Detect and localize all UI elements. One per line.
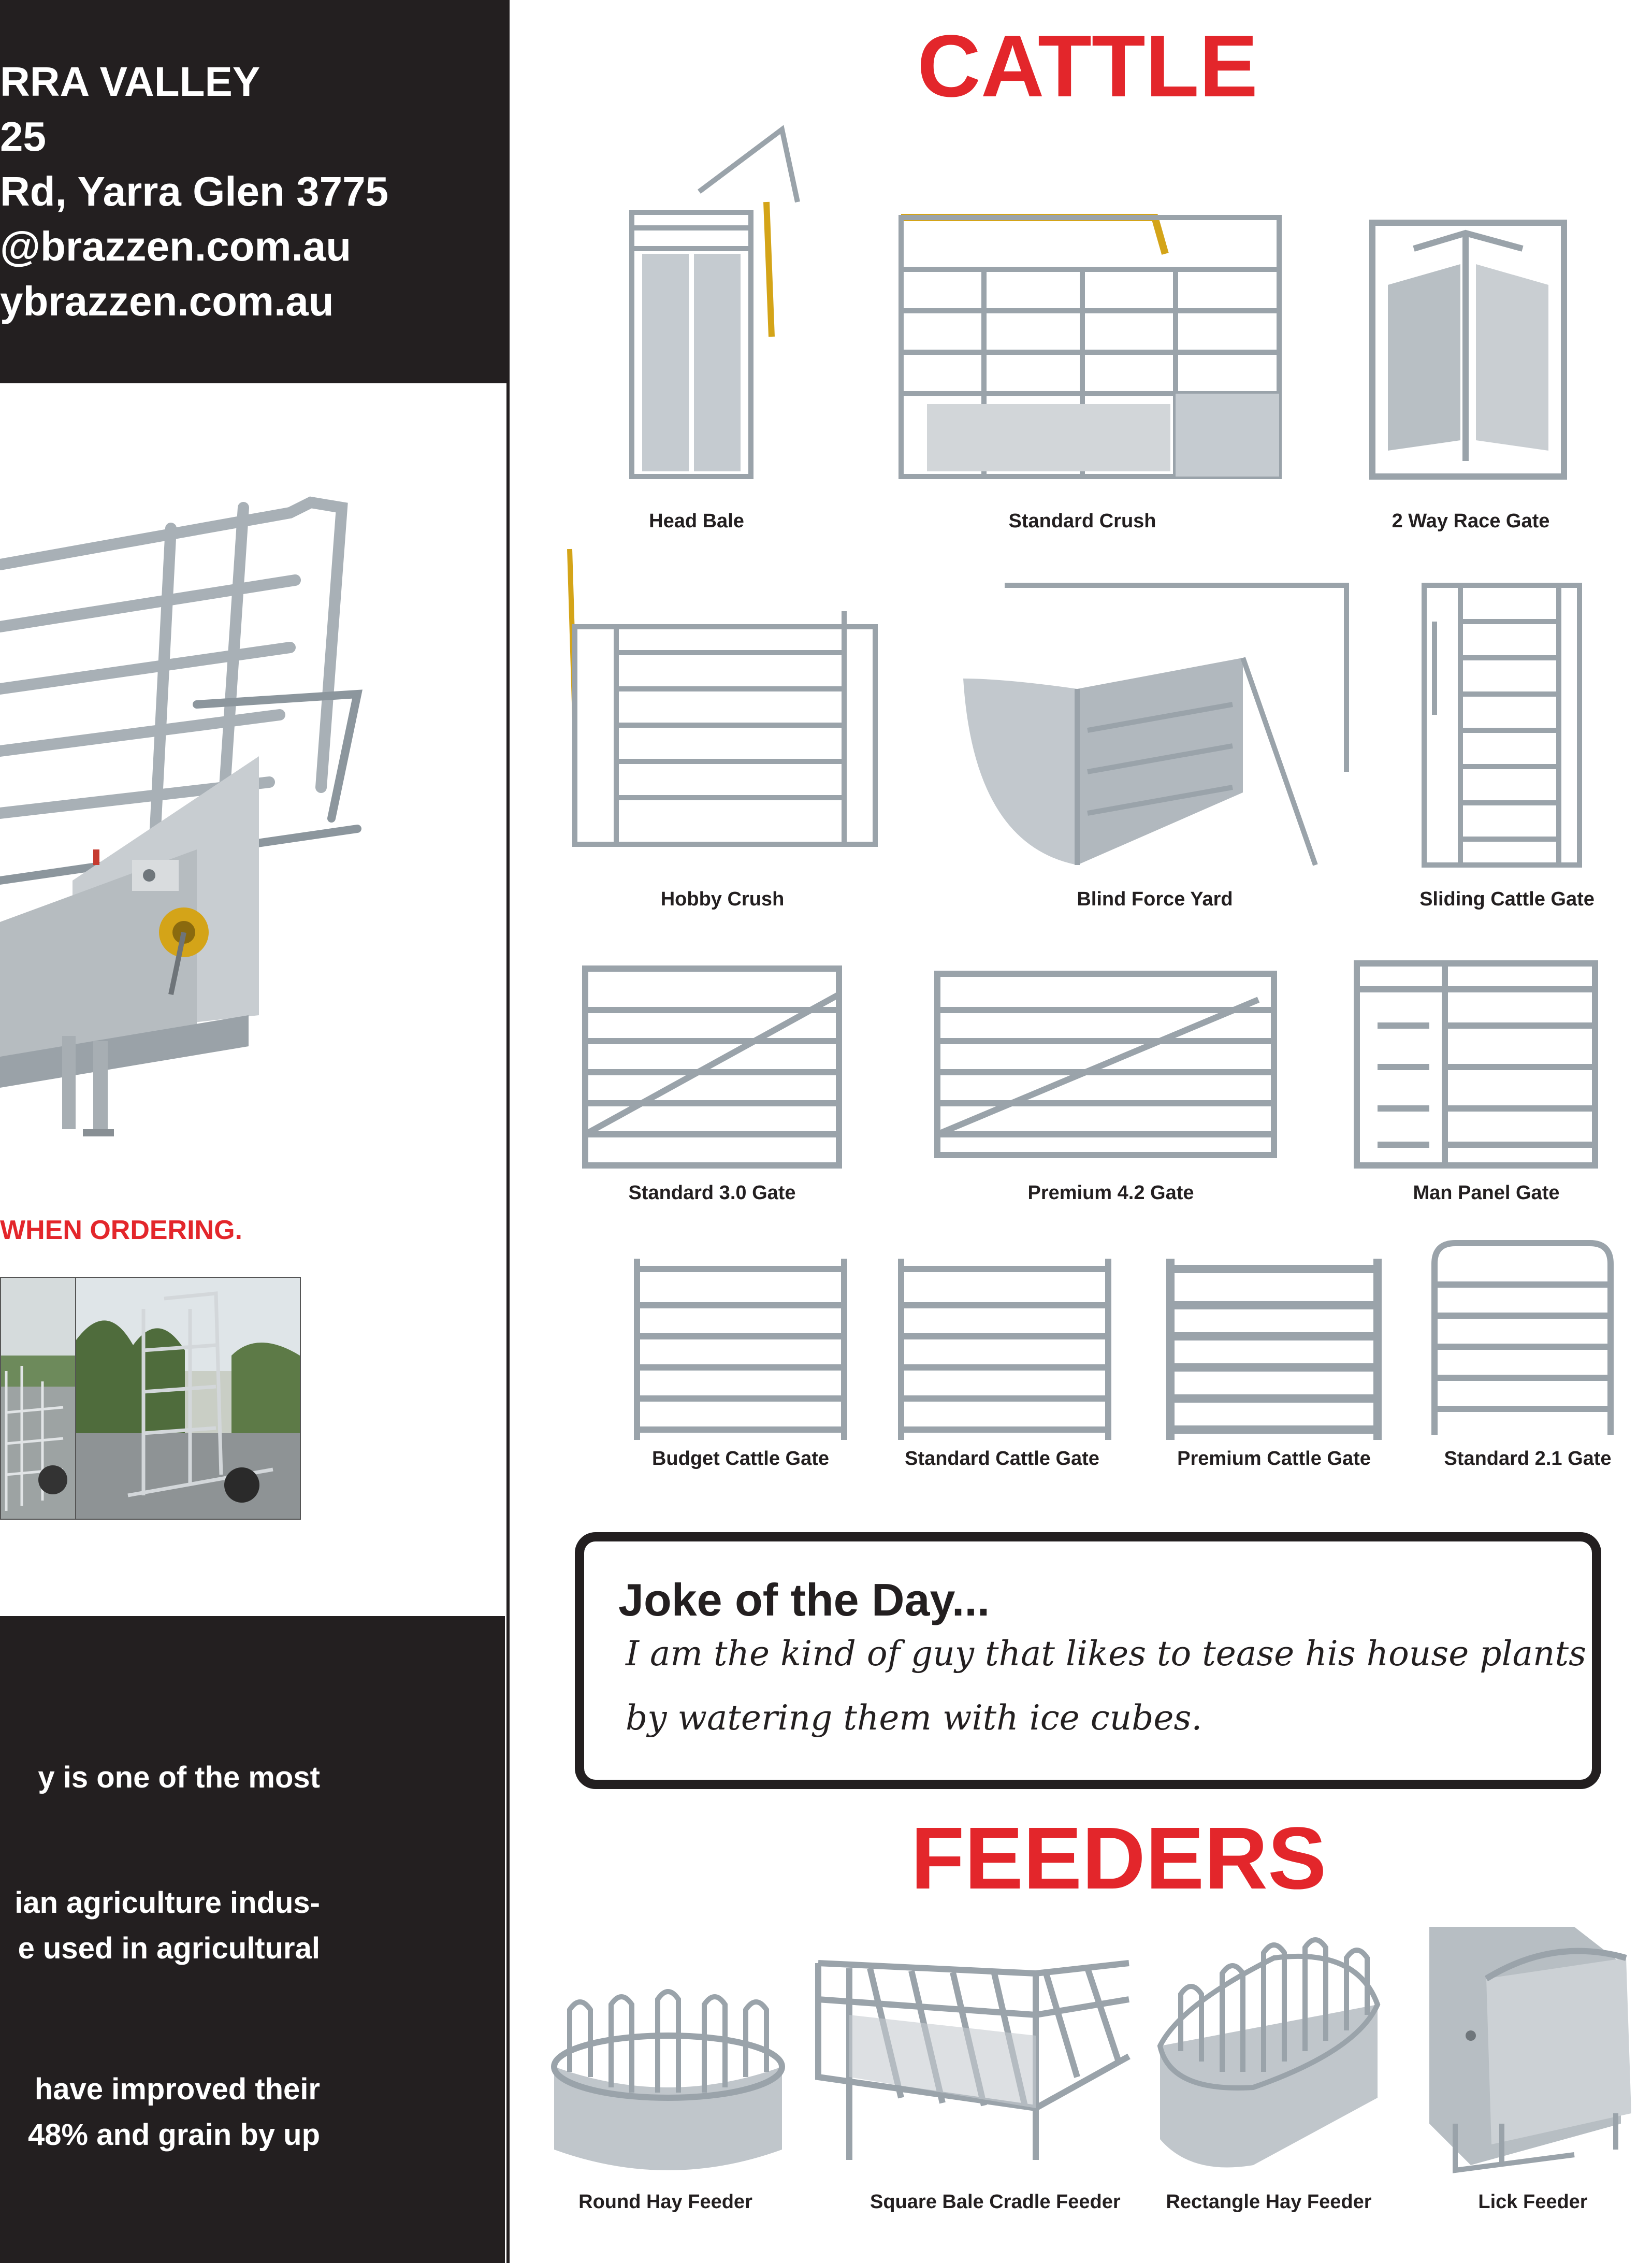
two-way-race-gate-image (1362, 202, 1574, 487)
caption-premium-cattle-gate: Premium Cattle Gate (1177, 1448, 1371, 1469)
contact-email: @brazzen.com.au (0, 223, 352, 269)
standard-cattle-gate-image (891, 1248, 1119, 1445)
caption-standard-3-0-gate: Standard 3.0 Gate (628, 1182, 796, 1204)
column-divider (506, 0, 510, 2263)
joke-text-line-2: by watering them with ice cubes. (626, 1698, 1202, 1738)
premium-4-2-gate-image (927, 969, 1279, 1160)
caption-premium-4-2-gate: Premium 4.2 Gate (1027, 1182, 1194, 1204)
blind-force-yard-image (953, 575, 1357, 881)
round-hay-feeder-image (544, 1963, 792, 2181)
budget-cattle-gate-image (621, 1248, 860, 1445)
caption-round-hay-feeder: Round Hay Feeder (578, 2191, 752, 2213)
caption-sliding-cattle-gate: Sliding Cattle Gate (1419, 888, 1595, 910)
caption-budget-cattle-gate: Budget Cattle Gate (651, 1448, 830, 1469)
ordering-note: WHEN ORDERING. (0, 1215, 242, 1245)
head-bale-image (580, 119, 803, 487)
article-line: 48% and grain by up (28, 2118, 320, 2152)
caption-standard-2-1-gate: Standard 2.1 Gate (1444, 1448, 1612, 1469)
hobby-crush-image (564, 549, 886, 860)
caption-2-way-race-gate: 2 Way Race Gate (1392, 510, 1550, 532)
contact-region: RRA VALLEY (0, 59, 260, 105)
caption-square-bale-cradle-feeder: Square Bale Cradle Feeder (870, 2191, 1121, 2213)
premium-cattle-gate-image (1160, 1248, 1388, 1445)
caption-lick-feeder: Lick Feeder (1478, 2191, 1588, 2213)
joke-text-line-1: I am the kind of guy that likes to tease his house plants (626, 1634, 1586, 1674)
sliding-cattle-gate-image (1414, 565, 1590, 870)
photo-thumbnail-2 (75, 1277, 301, 1520)
article-panel (0, 1616, 505, 2263)
man-panel-gate-image (1346, 953, 1600, 1171)
lick-feeder-image (1419, 1906, 1642, 2186)
cattle-heading: CATTLE (917, 17, 1258, 116)
article-line: have improved their (34, 2072, 320, 2106)
rectangle-hay-feeder-image (1150, 1916, 1388, 2181)
caption-man-panel-gate: Man Panel Gate (1413, 1182, 1560, 1204)
standard-crush-image (886, 176, 1279, 487)
square-bale-cradle-feeder-image (808, 1953, 1139, 2170)
joke-title: Joke of the Day... (618, 1574, 990, 1625)
loading-ramp-image (0, 425, 394, 1202)
contact-website: ybrazzen.com.au (0, 278, 334, 324)
caption-blind-force-yard: Blind Force Yard (1077, 888, 1233, 910)
caption-rectangle-hay-feeder: Rectangle Hay Feeder (1166, 2191, 1372, 2213)
contact-panel (0, 0, 509, 383)
standard-3-0-gate-image (575, 963, 844, 1171)
article-line: ian agriculture indus- (15, 1886, 320, 1920)
caption-standard-cattle-gate: Standard Cattle Gate (905, 1448, 1099, 1469)
article-line: y is one of the most (38, 1761, 320, 1794)
contact-number: 25 (0, 113, 46, 160)
article-line: e used in agricultural (18, 1932, 320, 1965)
feeders-heading: FEEDERS (910, 1809, 1327, 1908)
caption-head-bale: Head Bale (649, 510, 744, 532)
contact-address: Rd, Yarra Glen 3775 (0, 168, 389, 214)
standard-2-1-gate-image (1424, 1233, 1621, 1440)
photo-thumbnail-1 (0, 1277, 77, 1520)
joke-box (575, 1532, 1601, 1789)
caption-standard-crush: Standard Crush (1008, 510, 1156, 532)
caption-hobby-crush: Hobby Crush (660, 888, 785, 910)
